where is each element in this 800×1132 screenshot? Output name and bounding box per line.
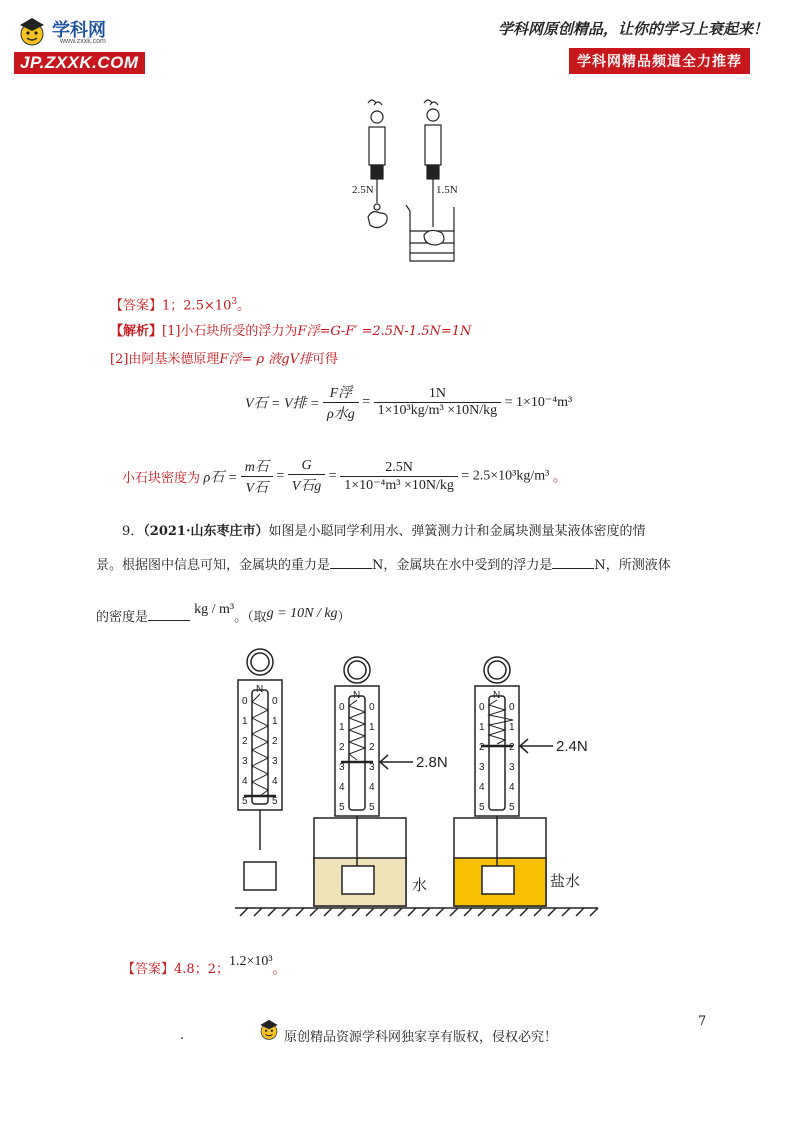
blank-density[interactable]	[148, 606, 190, 621]
question-text: ）	[337, 610, 351, 625]
answer-end: 。	[237, 298, 251, 314]
answer-text: 1；2.5×10	[162, 298, 232, 314]
fraction-mass-volume	[241, 456, 273, 497]
analysis-step1: [1]小石块所受的浮力为	[162, 324, 298, 339]
formula-density-end: 。	[552, 470, 567, 486]
scale-tick-label: 3	[272, 756, 278, 767]
scale-tick-label: 0	[339, 702, 345, 713]
question-text: N，金属块在水中受到的浮力是	[372, 558, 553, 573]
fraction-numerator: 1N	[374, 386, 501, 403]
scale-tick-label: 1	[509, 722, 515, 733]
answer-9	[122, 954, 286, 980]
question-text: 的密度是	[96, 610, 149, 625]
formula-density-lhs: ρ石 =	[203, 470, 238, 486]
spring-scale-water	[314, 657, 413, 906]
reading-water: 2.8N	[416, 754, 448, 771]
spring-scale-salt	[454, 657, 553, 906]
scale-tick-label: 2	[339, 742, 345, 753]
scale-unit: N	[353, 690, 361, 701]
scale-tick-label: 1	[479, 722, 485, 733]
answer-8	[110, 292, 250, 316]
copyright-notice: 原创精品资源学科网独家享有版权，侵权必究！	[284, 1030, 558, 1045]
scale-tick-label: 0	[369, 702, 375, 713]
fraction-denominator: 1×10³kg/m³ ×10N/kg	[377, 403, 498, 418]
fraction-denominator: V石	[245, 481, 269, 496]
question-text: N，所测液体	[594, 558, 671, 573]
fraction-values	[340, 460, 458, 494]
formula-volume-lhs: V石 = V排 =	[245, 396, 320, 412]
fraction-numerator: F浮	[323, 382, 359, 403]
ground-hatching	[240, 908, 598, 916]
scale-tick-label: 3	[369, 762, 375, 773]
question-text: 景。根据图中信息可知，金属块的重力是	[96, 558, 331, 573]
footer-dot: .	[180, 1028, 185, 1043]
label-salt-water: 盐水	[550, 873, 581, 890]
question-9-line2	[96, 554, 671, 576]
question-number: 9．	[122, 524, 144, 539]
answer-label: 【答案】	[122, 962, 175, 977]
scale-tick-label: 5	[339, 802, 345, 813]
scale-tick-label: 4	[479, 782, 485, 793]
answer-label: 【答案】	[110, 298, 163, 314]
analysis-step2-formula: F浮= ρ 液gV排	[219, 352, 312, 367]
scale-tick-label: 4	[369, 782, 375, 793]
analysis-8-line2	[110, 350, 338, 370]
question-source: （2021·山东枣庄市）	[143, 524, 269, 539]
scale-tick-label: 0	[272, 696, 278, 707]
formula-density-prefix: 小石块密度为	[122, 471, 201, 486]
question-9-line1	[122, 522, 646, 542]
analysis-8-line1	[110, 322, 471, 342]
fraction-numerator: G	[288, 458, 326, 475]
scale-tick-label: 5	[479, 802, 485, 813]
fraction-weight	[288, 458, 326, 495]
scale-tick-label: 1	[242, 716, 248, 727]
reading-left: 2.5N	[352, 184, 374, 196]
scale-tick-label: 2	[509, 742, 515, 753]
analysis-step1-formula: F浮=G-F′ =2.5N-1.5N=1N	[297, 324, 472, 339]
equals-sign: =	[276, 468, 285, 484]
mascot-icon	[256, 1016, 282, 1044]
scale-tick-label: 2	[272, 736, 278, 747]
spring-air	[252, 694, 268, 796]
slogan: 学科网原创精品，让你的学习上衰起来！	[498, 20, 769, 38]
equals-sign: =	[328, 468, 337, 484]
scale-tick-label: 4	[242, 776, 248, 787]
scale-tick-label: 5	[369, 802, 375, 813]
question-9-line3	[96, 602, 351, 628]
answer-exponent: 3	[231, 297, 238, 307]
scale-tick-label: 0	[242, 696, 248, 707]
logo-url[interactable]: JP.ZXXK.COM	[14, 52, 145, 74]
scale-tick-label: 1	[272, 716, 278, 727]
fraction-denominator: V石g	[291, 479, 322, 494]
scale-tick-label: 4	[509, 782, 515, 793]
fraction-numerator: m石	[241, 456, 273, 477]
scale-tick-label: 5	[242, 796, 248, 807]
analysis-step2-end: 可得	[311, 352, 338, 367]
fraction-values	[374, 386, 501, 419]
scale-tick-label: 4	[339, 782, 345, 793]
analysis-label: 【解析】	[110, 324, 163, 339]
scale-tick-label: 0	[479, 702, 485, 713]
answer-end: 。	[272, 962, 286, 977]
channel-banner: 学科网精品频道全力推荐	[569, 48, 750, 74]
formula-volume	[245, 382, 572, 423]
logo-subtext: www.zxxk.com	[60, 38, 106, 45]
formula-density	[122, 456, 567, 497]
blank-buoyancy[interactable]	[552, 554, 594, 569]
scale-unit: N	[493, 690, 501, 701]
fraction-buoyancy	[323, 382, 359, 423]
scale-tick-label: 2	[479, 742, 485, 753]
logo-text: 学科网	[52, 20, 106, 40]
density-unit: kg / m³	[194, 602, 235, 617]
figure-density-experiment	[230, 640, 605, 930]
gravity-constant: g = 10N / kg	[266, 606, 338, 621]
scale-tick-label: 1	[339, 722, 345, 733]
fraction-numerator: 2.5N	[340, 460, 458, 477]
scale-tick-label: 3	[479, 762, 485, 773]
scale-tick-label: 4	[272, 776, 278, 787]
figure-stone-buoyancy	[350, 95, 460, 265]
fraction-denominator: ρ水g	[327, 407, 355, 422]
scale-tick-label: 3	[509, 762, 515, 773]
answer-value: 1.2×10³	[228, 954, 273, 969]
scale-tick-label: 5	[272, 796, 278, 807]
scale-unit: N	[256, 684, 264, 695]
question-text: 如图是小聪同学利用水、弹簧测力计和金属块测量某液体密度的情	[268, 524, 646, 539]
page-number: 7	[698, 1014, 707, 1029]
scale-tick-label: 2	[242, 736, 248, 747]
formula-density-result: = 2.5×10³kg/m³	[461, 468, 550, 484]
reading-right: 1.5N	[436, 184, 458, 196]
scale-tick-label: 1	[369, 722, 375, 733]
scale-tick-label: 3	[242, 756, 248, 767]
question-text: 。（取	[234, 610, 267, 625]
label-water: 水	[412, 877, 428, 894]
blank-weight[interactable]	[330, 554, 372, 569]
formula-volume-result: = 1×10⁻⁴m³	[504, 395, 573, 410]
scale-tick-label: 2	[369, 742, 375, 753]
analysis-step2: [2]由阿基米德原理	[110, 352, 220, 367]
spring-water	[349, 700, 365, 760]
scale-tick-label: 3	[339, 762, 345, 773]
fraction-denominator: 1×10⁻⁴m³ ×10N/kg	[344, 477, 454, 493]
reading-salt: 2.4N	[556, 738, 588, 755]
scale-tick-label: 0	[509, 702, 515, 713]
equals-sign: =	[362, 394, 371, 410]
header	[0, 0, 800, 80]
mascot-icon	[14, 14, 50, 50]
answer-text: 4.8；2；	[174, 962, 229, 977]
scale-tick-label: 5	[509, 802, 515, 813]
